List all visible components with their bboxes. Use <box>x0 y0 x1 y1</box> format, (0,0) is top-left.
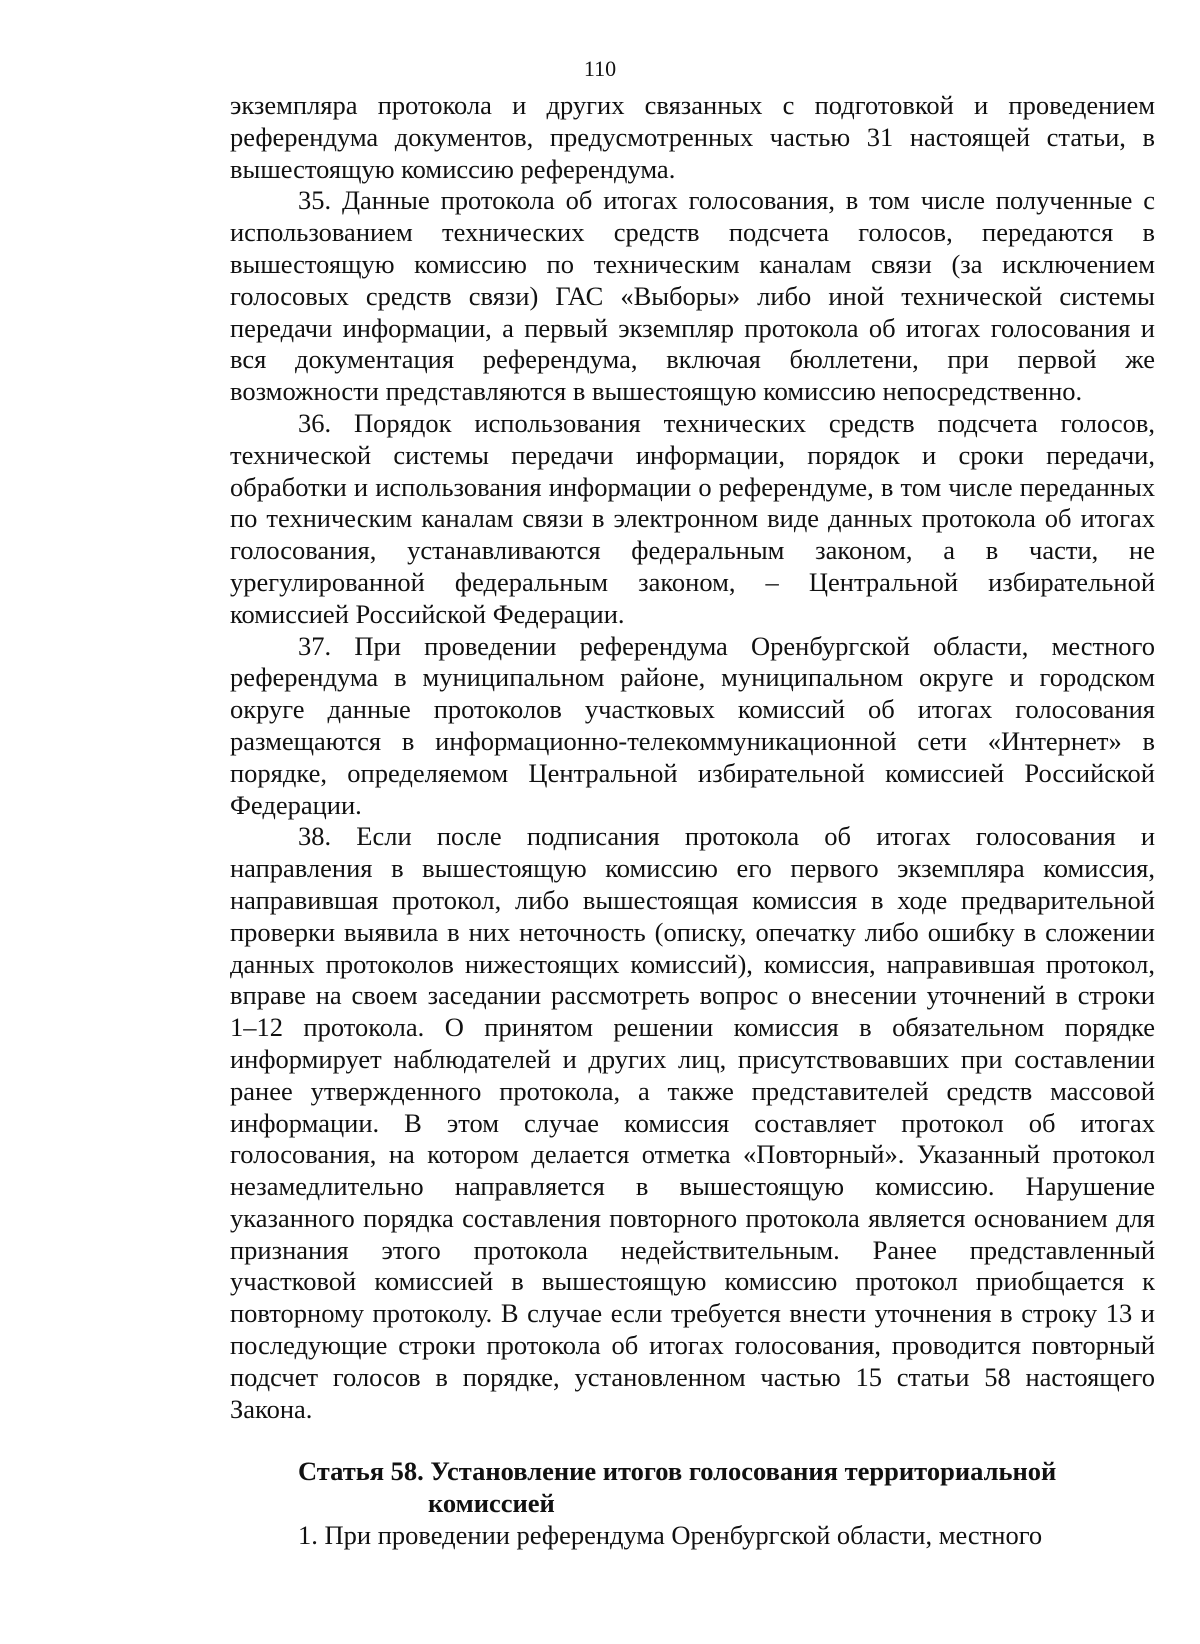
article-paragraph-1: 1. При проведении референдума Оренбургской области, местного <box>298 1520 1043 1551</box>
article-heading-line1: Статья 58. Установление итогов голосования территориальной <box>298 1456 1057 1487</box>
paragraph-35: 35. Данные протокола об итогах голосования, в том числе полученные с использованием технических средств подсчета голосов, передаются в вышестоящую комиссию по техническим каналам связи (за исключением голосовых средств связи) ГАС «Выборы» либо иной технической системы передачи информации, а первый экземпляр протокола об итогах голосования и вся документация референдума, включая бюллетени, при первой же возможности представляются в вышестоящую комиссию непосредственно. <box>230 185 1155 407</box>
paragraph-37: 37. При проведении референдума Оренбургской области, местного референдума в муниципальном районе, муниципальном округе и городском округе данные протоколов участковых комиссий об итогах голосования размещаются в информационно-телекоммуникационной сети «Интернет» в порядке, определяемом Центральной избирательной комиссией Российской Федерации. <box>230 630 1155 820</box>
article-heading-line2: комиссией <box>428 1488 555 1519</box>
paragraph-38: 38. Если после подписания протокола об итогах голосования и направления в вышестоящую комиссию его первого экземпляра комиссия, направившая протокол, либо вышестоящая комиссия в ходе предварительной проверки выявила в них неточность (описку, опечатку либо ошибку в сложении данных протоколов нижестоящих комиссий), комиссия, направившая протокол, вправе на своем заседании рассмотреть вопрос о внесении уточнений в строки 1–12 протокола. О принятом решении комиссия в обязательном порядке информирует наблюдателей и других лиц, присутствовавших при составлении ранее утвержденного протокола, а также представителей средств массовой информации. В этом случае комиссия составляет протокол об итогах голосования, на котором делается отметка «Повторный». Указанный протокол незамедлительно направляется в вышестоящую комиссию. Нарушение указанного порядка составления повторного протокола является основанием для признания этого протокола недействительным. Ранее представленный участковой комиссией в вышестоящую комиссию протокол приобщается к повторному протоколу. В случае если требуется внести уточнения в строку 13 и последующие строки протокола об итогах голосования, проводится повторный подсчет голосов в порядке, установленном частью 15 статьи 58 настоящего Закона. <box>230 821 1155 1424</box>
document-body <box>230 90 1155 1552</box>
article-heading <box>230 1456 1155 1520</box>
paragraph-36: 36. Порядок использования технических средств подсчета голосов, технической системы передачи информации, порядок и сроки передачи, обработки и использования информации о референдуме, в том числе переданных по техническим каналам связи в электронном виде данных протокола об итогах голосования, устанавливаются федеральным законом, а в части, не урегулированной федеральным законом, – Центральной избирательной комиссией Российской Федерации. <box>230 407 1155 629</box>
page-number: 110 <box>583 56 617 81</box>
paragraph-continuation: экземпляра протокола и других связанных с подготовкой и проведением референдума документов, предусмотренных частью 31 настоящей статьи, в вышестоящую комиссию референдума. <box>230 90 1155 184</box>
